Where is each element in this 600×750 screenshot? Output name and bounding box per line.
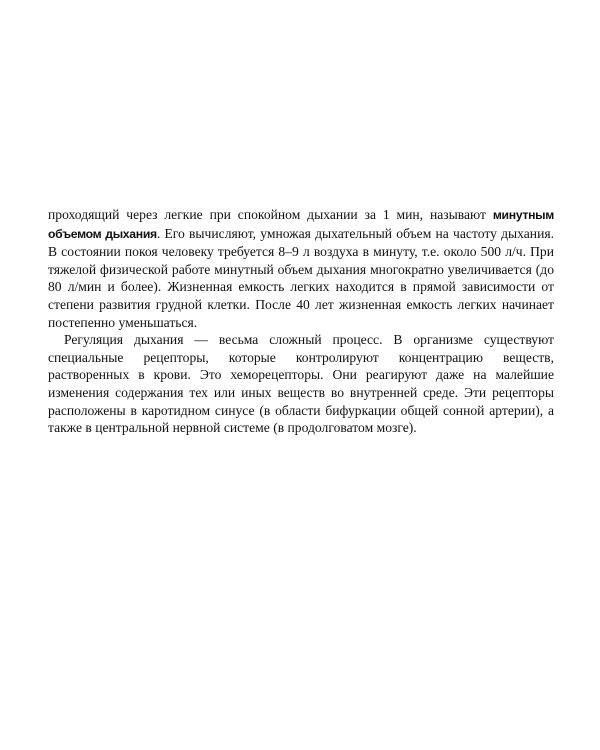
paragraph-1-text-start: проходящий через легкие при спокойном дыхании за 1 мин, называют bbox=[48, 207, 493, 222]
paragraph-1-text-end: . Его вычисляют, умножая дыхательный объем на частоту дыхания. В состоянии покоя человеку требуется 8–9 л воздуха в минуту, т.е. около 500 л/ч. При тяжелой физической работе минутный объем дыхания многократно увеличивается (до 80 л/мин и более). Жизненная емкость легких находится в прямой зависимости от степени развития грудной клетки. После 40 лет жизненная емкость легких начинает постепенно уменьшаться. bbox=[48, 225, 554, 330]
term-minute-volume: минутным объемом дыхания bbox=[48, 208, 554, 241]
paragraph-breathing-regulation: Регуляция дыхания — весьма сложный процесс. В организме существуют специальные рецепторы, которые контролируют концентрацию веществ, растворенных в крови. Это хеморецепторы. Они реагируют даже на малейшие изменения содержания тех или иных веществ во внутренней среде. Эти рецепторы расположены в каротидном синусе (в области бифуркации общей сонной артерии), а также в центральной нервной системе (в продолговатом мозге). bbox=[48, 332, 554, 436]
paragraph-respiratory-volume bbox=[48, 206, 554, 331]
body-text bbox=[48, 206, 554, 437]
